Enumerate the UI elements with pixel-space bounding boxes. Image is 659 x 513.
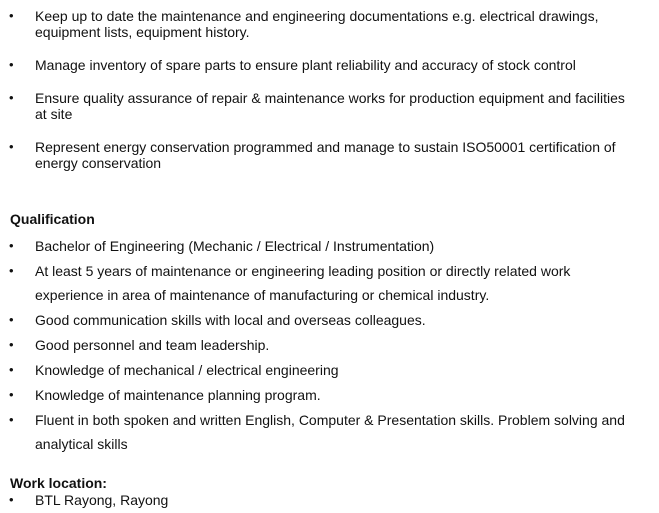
bullet-icon: •: [9, 57, 14, 72]
qualification-text: Bachelor of Engineering (Mechanic / Electrical / Instrumentation): [35, 238, 435, 254]
bullet-icon: •: [9, 412, 14, 427]
responsibility-text: Represent energy conservation programmed and manage to sustain ISO50001 certification of energy conservation: [35, 139, 616, 171]
qualification-text: Knowledge of mechanical / electrical engineering: [35, 362, 339, 378]
qualification-heading: Qualification: [10, 211, 95, 227]
bullet-icon: •: [9, 139, 14, 154]
qualification-text: Good communication skills with local and overseas colleagues.: [35, 312, 426, 328]
qualification-text: Fluent in both spoken and written English, Computer & Presentation skills. Problem solving and analytical skills: [35, 412, 625, 452]
responsibility-text: Keep up to date the maintenance and engineering documentations e.g. electrical drawings, equipment lists, equipment history.: [35, 8, 599, 40]
work-location-text: BTL Rayong, Rayong: [35, 492, 169, 508]
qualification-text: Knowledge of maintenance planning program.: [35, 387, 321, 403]
bullet-icon: •: [9, 238, 14, 253]
bullet-icon: •: [9, 337, 14, 352]
responsibility-text: Manage inventory of spare parts to ensure plant reliability and accuracy of stock control: [35, 57, 576, 73]
bullet-icon: •: [9, 263, 14, 278]
bullet-icon: •: [9, 387, 14, 402]
bullet-icon: •: [9, 8, 14, 23]
bullet-icon: •: [9, 492, 14, 507]
qualification-text: Good personnel and team leadership.: [35, 337, 270, 353]
qualification-text: At least 5 years of maintenance or engineering leading position or directly related work experience in area of maintenance of manufacturing or chemical industry.: [35, 263, 571, 303]
bullet-icon: •: [9, 90, 14, 105]
bullet-icon: •: [9, 312, 14, 327]
responsibility-text: Ensure quality assurance of repair & maintenance works for production equipment and facilities at site: [35, 90, 625, 122]
bullet-icon: •: [9, 362, 14, 377]
work-location-heading: Work location:: [10, 475, 107, 491]
